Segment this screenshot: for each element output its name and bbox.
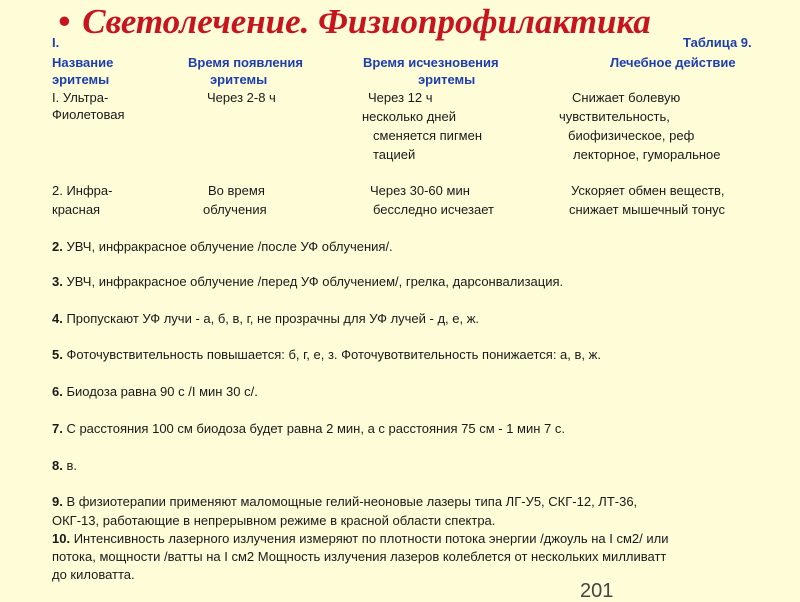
answer-number: 2. [52, 239, 63, 254]
header-appear-line2: эритемы [210, 72, 268, 87]
row2-appear: Во время [208, 183, 265, 198]
title-bullet: • [58, 2, 71, 41]
row2-appear-line2: облучения [203, 202, 267, 217]
header-name: Название [52, 55, 114, 70]
answer-number: 8. [52, 458, 63, 473]
row2-disappear: Через 30-60 мин [370, 183, 470, 198]
answer-number: 10. [52, 531, 71, 546]
answer-number: 6. [52, 384, 63, 399]
row1-name-line2: Фиолетовая [52, 107, 125, 122]
answer-text: Биодоза равна 90 с /I мин 30 с/. [62, 384, 258, 399]
row1-appear: Через 2-8 ч [207, 90, 276, 105]
answer-text: УВЧ, инфракрасное облучение /перед УФ облучением/, грелка, дарсонвализация. [62, 274, 564, 289]
answer-text: Фоточувствительность повышается: б, г, е, з. Фоточувотвительность понижается: а, в, ж. [62, 347, 601, 362]
row1-disappear: Через 12 ч [368, 90, 433, 105]
row1-action-line2: чувствительность, [559, 109, 670, 124]
header-appear: Время появления [188, 55, 303, 70]
answer-item [52, 493, 637, 510]
answer-number: 4. [52, 311, 63, 326]
table-caption: Таблица 9. [683, 35, 752, 50]
answer-number: 7. [52, 421, 63, 436]
answer-item [52, 530, 668, 547]
answer-number: 3. [52, 274, 63, 289]
row1-action: Снижает болевую [572, 90, 681, 105]
header-disappear: Время исчезновения [363, 55, 499, 70]
answer-continuation: до киловатта. [52, 567, 135, 582]
row2-disappear-line2: бесследно исчезает [373, 202, 494, 217]
header-action: Лечебное действие [610, 55, 736, 70]
answer-item [52, 457, 77, 474]
answer-text: С расстояния 100 см биодоза будет равна 2 мин, а с расстояния 75 см - 1 мин 7 с. [62, 421, 566, 436]
answer-item [52, 420, 565, 437]
row2-action: Ускоряет обмен веществ, [571, 183, 725, 198]
answer-text: УВЧ, инфракрасное облучение /после УФ облучения/. [62, 239, 393, 254]
title-text: Светолечение. Физиопрофилактика [82, 2, 651, 41]
header-disappear-line2: эритемы [418, 72, 476, 87]
answer-item [52, 346, 601, 363]
row1-disappear-line4: тацией [373, 147, 416, 162]
answer-text: Пропускают УФ лучи - а, б, в, г, не прозрачны для УФ лучей - д, е, ж. [62, 311, 480, 326]
answer-text: Интенсивность лазерного излучения измеряют по плотности потока энергии /джоуль на I см2/ или [70, 531, 669, 546]
answer-item [52, 238, 393, 255]
page-number: 201 [580, 580, 614, 602]
answer-item [52, 383, 258, 400]
header-name-line2: эритемы [52, 72, 110, 87]
page-title [58, 2, 651, 42]
row1-disappear-line2: несколько дней [362, 109, 456, 124]
answer-text: В физиотерапии применяют маломощные гелий-неоновые лазеры типа ЛГ-У5, СКГ-12, ЛТ-36, [62, 494, 638, 509]
row2-name-line2: красная [52, 202, 101, 217]
row1-disappear-line3: сменяется пигмен [373, 128, 483, 143]
row1-action-line3: биофизическое, реф [568, 128, 695, 143]
row1-action-line4: лекторное, гуморальное [573, 147, 721, 162]
answer-continuation: потока, мощности /ватты на I см2 Мощность излучения лазеров колеблется от нескольких милливатт [52, 549, 667, 564]
answer-item [52, 273, 563, 290]
answer-continuation: ОКГ-13, работающие в непрерывном режиме в красной области спектра. [52, 513, 496, 528]
table-label: I. [52, 35, 60, 50]
answer-number: 5. [52, 347, 63, 362]
answer-text: в. [62, 458, 77, 473]
row2-name: 2. Инфра- [52, 183, 113, 198]
row1-name: I. Ультра- [52, 90, 109, 105]
answer-item [52, 310, 479, 327]
answer-number: 9. [52, 494, 63, 509]
row2-action-line2: снижает мышечный тонус [569, 202, 725, 217]
